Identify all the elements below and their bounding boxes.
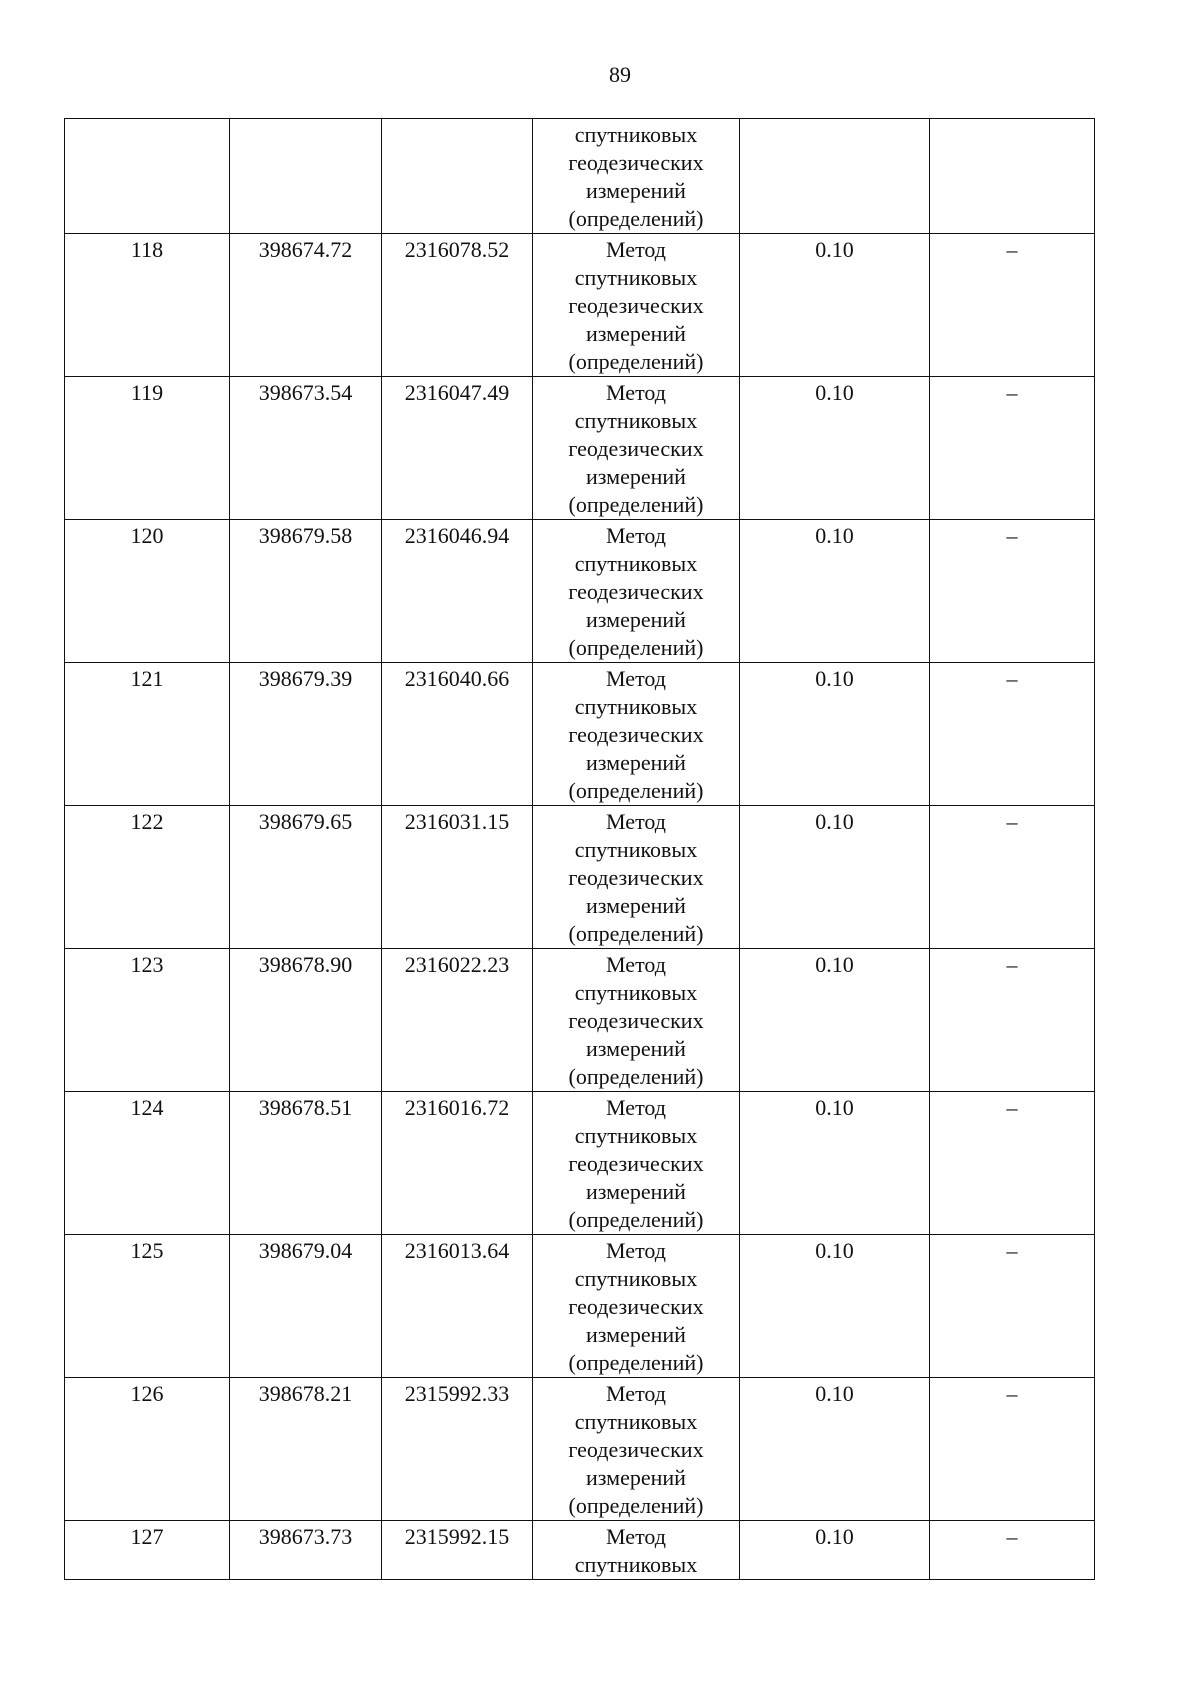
method-cell <box>533 1235 740 1378</box>
method-cell <box>533 1092 740 1235</box>
method-line: измерений <box>586 750 686 775</box>
x-coordinate-cell: 398679.65 <box>230 806 382 949</box>
method-line: Метод <box>606 809 666 834</box>
method-line: измерений <box>586 1322 686 1347</box>
method-line: спутниковых <box>574 980 698 1005</box>
method-line: измерений <box>586 178 686 203</box>
accuracy-cell: 0.10 <box>740 1235 930 1378</box>
x-coordinate-cell: 398678.21 <box>230 1378 382 1521</box>
table-row <box>65 1378 1095 1521</box>
point-number-cell: 120 <box>65 520 230 663</box>
method-line: измерений <box>586 464 686 489</box>
method-line: спутниковых <box>574 551 698 576</box>
method-line: геодезических <box>568 293 704 318</box>
method-line: (определений) <box>568 921 704 946</box>
note-cell: – <box>930 234 1095 377</box>
table-row <box>65 1235 1095 1378</box>
table-row <box>65 234 1095 377</box>
accuracy-cell: 0.10 <box>740 234 930 377</box>
y-coordinate-cell: 2316040.66 <box>382 663 533 806</box>
x-coordinate-cell: 398678.90 <box>230 949 382 1092</box>
method-line: (определений) <box>568 778 704 803</box>
method-line: измерений <box>586 321 686 346</box>
point-number-cell: 124 <box>65 1092 230 1235</box>
y-coordinate-cell: 2316013.64 <box>382 1235 533 1378</box>
method-line: спутниковых <box>574 122 698 147</box>
table-row <box>65 377 1095 520</box>
point-number-cell: 127 <box>65 1521 230 1580</box>
accuracy-cell: 0.10 <box>740 520 930 663</box>
method-line: Метод <box>606 1381 666 1406</box>
y-coordinate-cell: 2316047.49 <box>382 377 533 520</box>
point-number-cell: 126 <box>65 1378 230 1521</box>
method-line: геодезических <box>568 1437 704 1462</box>
method-line: (определений) <box>568 1493 704 1518</box>
point-number-cell: 121 <box>65 663 230 806</box>
note-cell: – <box>930 377 1095 520</box>
method-line: Метод <box>606 952 666 977</box>
note-cell <box>930 119 1095 234</box>
method-line: геодезических <box>568 722 704 747</box>
method-line: Метод <box>606 237 666 262</box>
x-coordinate-cell: 398673.54 <box>230 377 382 520</box>
note-cell: – <box>930 1235 1095 1378</box>
x-coordinate-cell: 398679.39 <box>230 663 382 806</box>
method-line: спутниковых <box>574 1409 698 1434</box>
method-cell <box>533 806 740 949</box>
method-line: геодезических <box>568 150 704 175</box>
x-coordinate-cell: 398674.72 <box>230 234 382 377</box>
x-coordinate-cell: 398678.51 <box>230 1092 382 1235</box>
method-line: спутниковых <box>574 265 698 290</box>
method-line: (определений) <box>568 1350 704 1375</box>
method-line: спутниковых <box>574 408 698 433</box>
accuracy-cell: 0.10 <box>740 806 930 949</box>
table-row-continuation <box>65 119 1095 234</box>
method-line: (определений) <box>568 206 704 231</box>
method-line: (определений) <box>568 1064 704 1089</box>
x-coordinate-cell <box>230 119 382 234</box>
y-coordinate-cell: 2316078.52 <box>382 234 533 377</box>
method-cell <box>533 234 740 377</box>
method-line: измерений <box>586 1465 686 1490</box>
note-cell: – <box>930 520 1095 663</box>
table-row <box>65 1092 1095 1235</box>
table-row <box>65 949 1095 1092</box>
accuracy-cell: 0.10 <box>740 1092 930 1235</box>
method-line: (определений) <box>568 492 704 517</box>
method-line: спутниковых <box>574 1123 698 1148</box>
method-line: Метод <box>606 1238 666 1263</box>
y-coordinate-cell: 2316046.94 <box>382 520 533 663</box>
y-coordinate-cell: 2316016.72 <box>382 1092 533 1235</box>
method-cell <box>533 1521 740 1580</box>
accuracy-cell <box>740 119 930 234</box>
table-row <box>65 520 1095 663</box>
page-number: 89 <box>609 62 631 87</box>
y-coordinate-cell: 2316022.23 <box>382 949 533 1092</box>
method-line: измерений <box>586 893 686 918</box>
accuracy-cell: 0.10 <box>740 949 930 1092</box>
method-line: измерений <box>586 607 686 632</box>
method-line: геодезических <box>568 436 704 461</box>
method-cell <box>533 663 740 806</box>
method-line: (определений) <box>568 1207 704 1232</box>
method-line: Метод <box>606 666 666 691</box>
method-line: (определений) <box>568 349 704 374</box>
method-line: геодезических <box>568 579 704 604</box>
method-cell <box>533 949 740 1092</box>
method-line: Метод <box>606 380 666 405</box>
table-row <box>65 663 1095 806</box>
y-coordinate-cell: 2316031.15 <box>382 806 533 949</box>
y-coordinate-cell: 2315992.15 <box>382 1521 533 1580</box>
point-number-cell <box>65 119 230 234</box>
point-number-cell: 125 <box>65 1235 230 1378</box>
accuracy-cell: 0.10 <box>740 1378 930 1521</box>
table-row <box>65 1521 1095 1580</box>
method-line: геодезических <box>568 1008 704 1033</box>
method-line: Метод <box>606 523 666 548</box>
method-line: спутниковых <box>574 694 698 719</box>
point-number-cell: 119 <box>65 377 230 520</box>
method-line: геодезических <box>568 1151 704 1176</box>
point-number-cell: 123 <box>65 949 230 1092</box>
accuracy-cell: 0.10 <box>740 377 930 520</box>
note-cell: – <box>930 1521 1095 1580</box>
point-number-cell: 122 <box>65 806 230 949</box>
method-line: спутниковых <box>574 1266 698 1291</box>
point-number-cell: 118 <box>65 234 230 377</box>
method-cell <box>533 1378 740 1521</box>
method-line: спутниковых <box>574 837 698 862</box>
note-cell: – <box>930 663 1095 806</box>
table-body <box>65 119 1095 1580</box>
coordinates-table <box>64 118 1095 1580</box>
accuracy-cell: 0.10 <box>740 1521 930 1580</box>
method-cell <box>533 520 740 663</box>
method-line: измерений <box>586 1179 686 1204</box>
method-line: измерений <box>586 1036 686 1061</box>
x-coordinate-cell: 398679.58 <box>230 520 382 663</box>
method-line: геодезических <box>568 1294 704 1319</box>
method-line: (определений) <box>568 635 704 660</box>
note-cell: – <box>930 1092 1095 1235</box>
note-cell: – <box>930 949 1095 1092</box>
method-cell <box>533 377 740 520</box>
method-line: Метод <box>606 1524 666 1549</box>
y-coordinate-cell <box>382 119 533 234</box>
method-line: геодезических <box>568 865 704 890</box>
method-line: спутниковых <box>574 1552 698 1577</box>
y-coordinate-cell: 2315992.33 <box>382 1378 533 1521</box>
note-cell: – <box>930 806 1095 949</box>
note-cell: – <box>930 1378 1095 1521</box>
table-row <box>65 806 1095 949</box>
method-line: Метод <box>606 1095 666 1120</box>
x-coordinate-cell: 398673.73 <box>230 1521 382 1580</box>
accuracy-cell: 0.10 <box>740 663 930 806</box>
x-coordinate-cell: 398679.04 <box>230 1235 382 1378</box>
method-cell <box>533 119 740 234</box>
